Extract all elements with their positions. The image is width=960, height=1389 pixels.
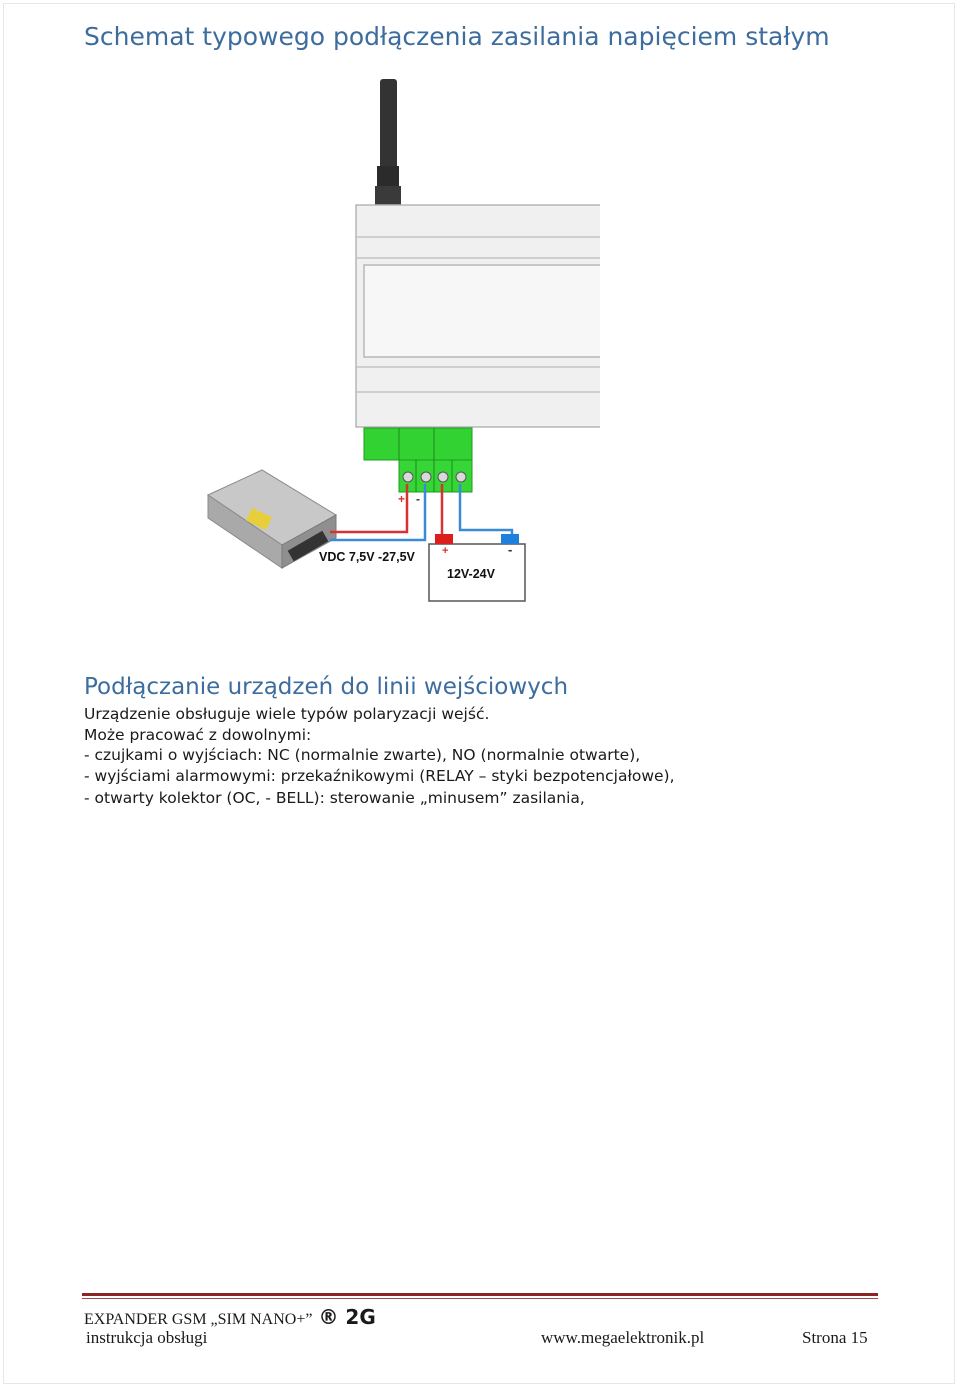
footer-product (84, 1305, 376, 1329)
list-item: - czujkami o wyjściach: NC (normalnie zwarte), NO (normalnie otwarte), (84, 746, 641, 764)
battery-minus-label: - (508, 542, 513, 557)
list-item: - otwarty kolektor (OC, - BELL): sterowanie „minusem” zasilania, (84, 789, 585, 807)
psu-minus-label: - (416, 492, 420, 506)
footer-divider-thin (82, 1298, 878, 1299)
battery-plus-label: + (442, 545, 449, 557)
terminal-block (364, 428, 472, 492)
psu-plus-label: + (398, 492, 406, 506)
page-title: Schemat typowego podłączenia zasilania napięciem stałym (84, 22, 830, 51)
list-item: - wyjściami alarmowymi: przekaźnikowymi (RELAY – styki bezpotencjałowe), (84, 767, 675, 785)
paragraph-line: Może pracować z dowolnymi: (84, 726, 312, 744)
psu-voltage-label: VDC 7,5V -27,5V (319, 550, 415, 564)
footer-manual-label: instrukcja obsługi (86, 1328, 208, 1347)
antenna (375, 79, 401, 226)
power-supply-unit (208, 470, 336, 568)
paragraph-line: Urządzenie obsługuje wiele typów polaryzacji wejść. (84, 705, 490, 723)
footer-divider (82, 1293, 878, 1296)
footer-page-number: Strona 15 (802, 1328, 868, 1347)
footer-website-link[interactable]: www.megaelektronik.pl (541, 1328, 705, 1347)
gsm-device-enclosure (356, 205, 600, 427)
footer-product-mark: ® 2G (318, 1305, 376, 1329)
wiring-diagram (200, 75, 600, 610)
section-heading: Podłączanie urządzeń do linii wejściowych (84, 674, 569, 700)
footer-product-name: EXPANDER GSM „SIM NANO+” (84, 1311, 313, 1328)
battery-voltage-label: 12V-24V (447, 567, 495, 581)
